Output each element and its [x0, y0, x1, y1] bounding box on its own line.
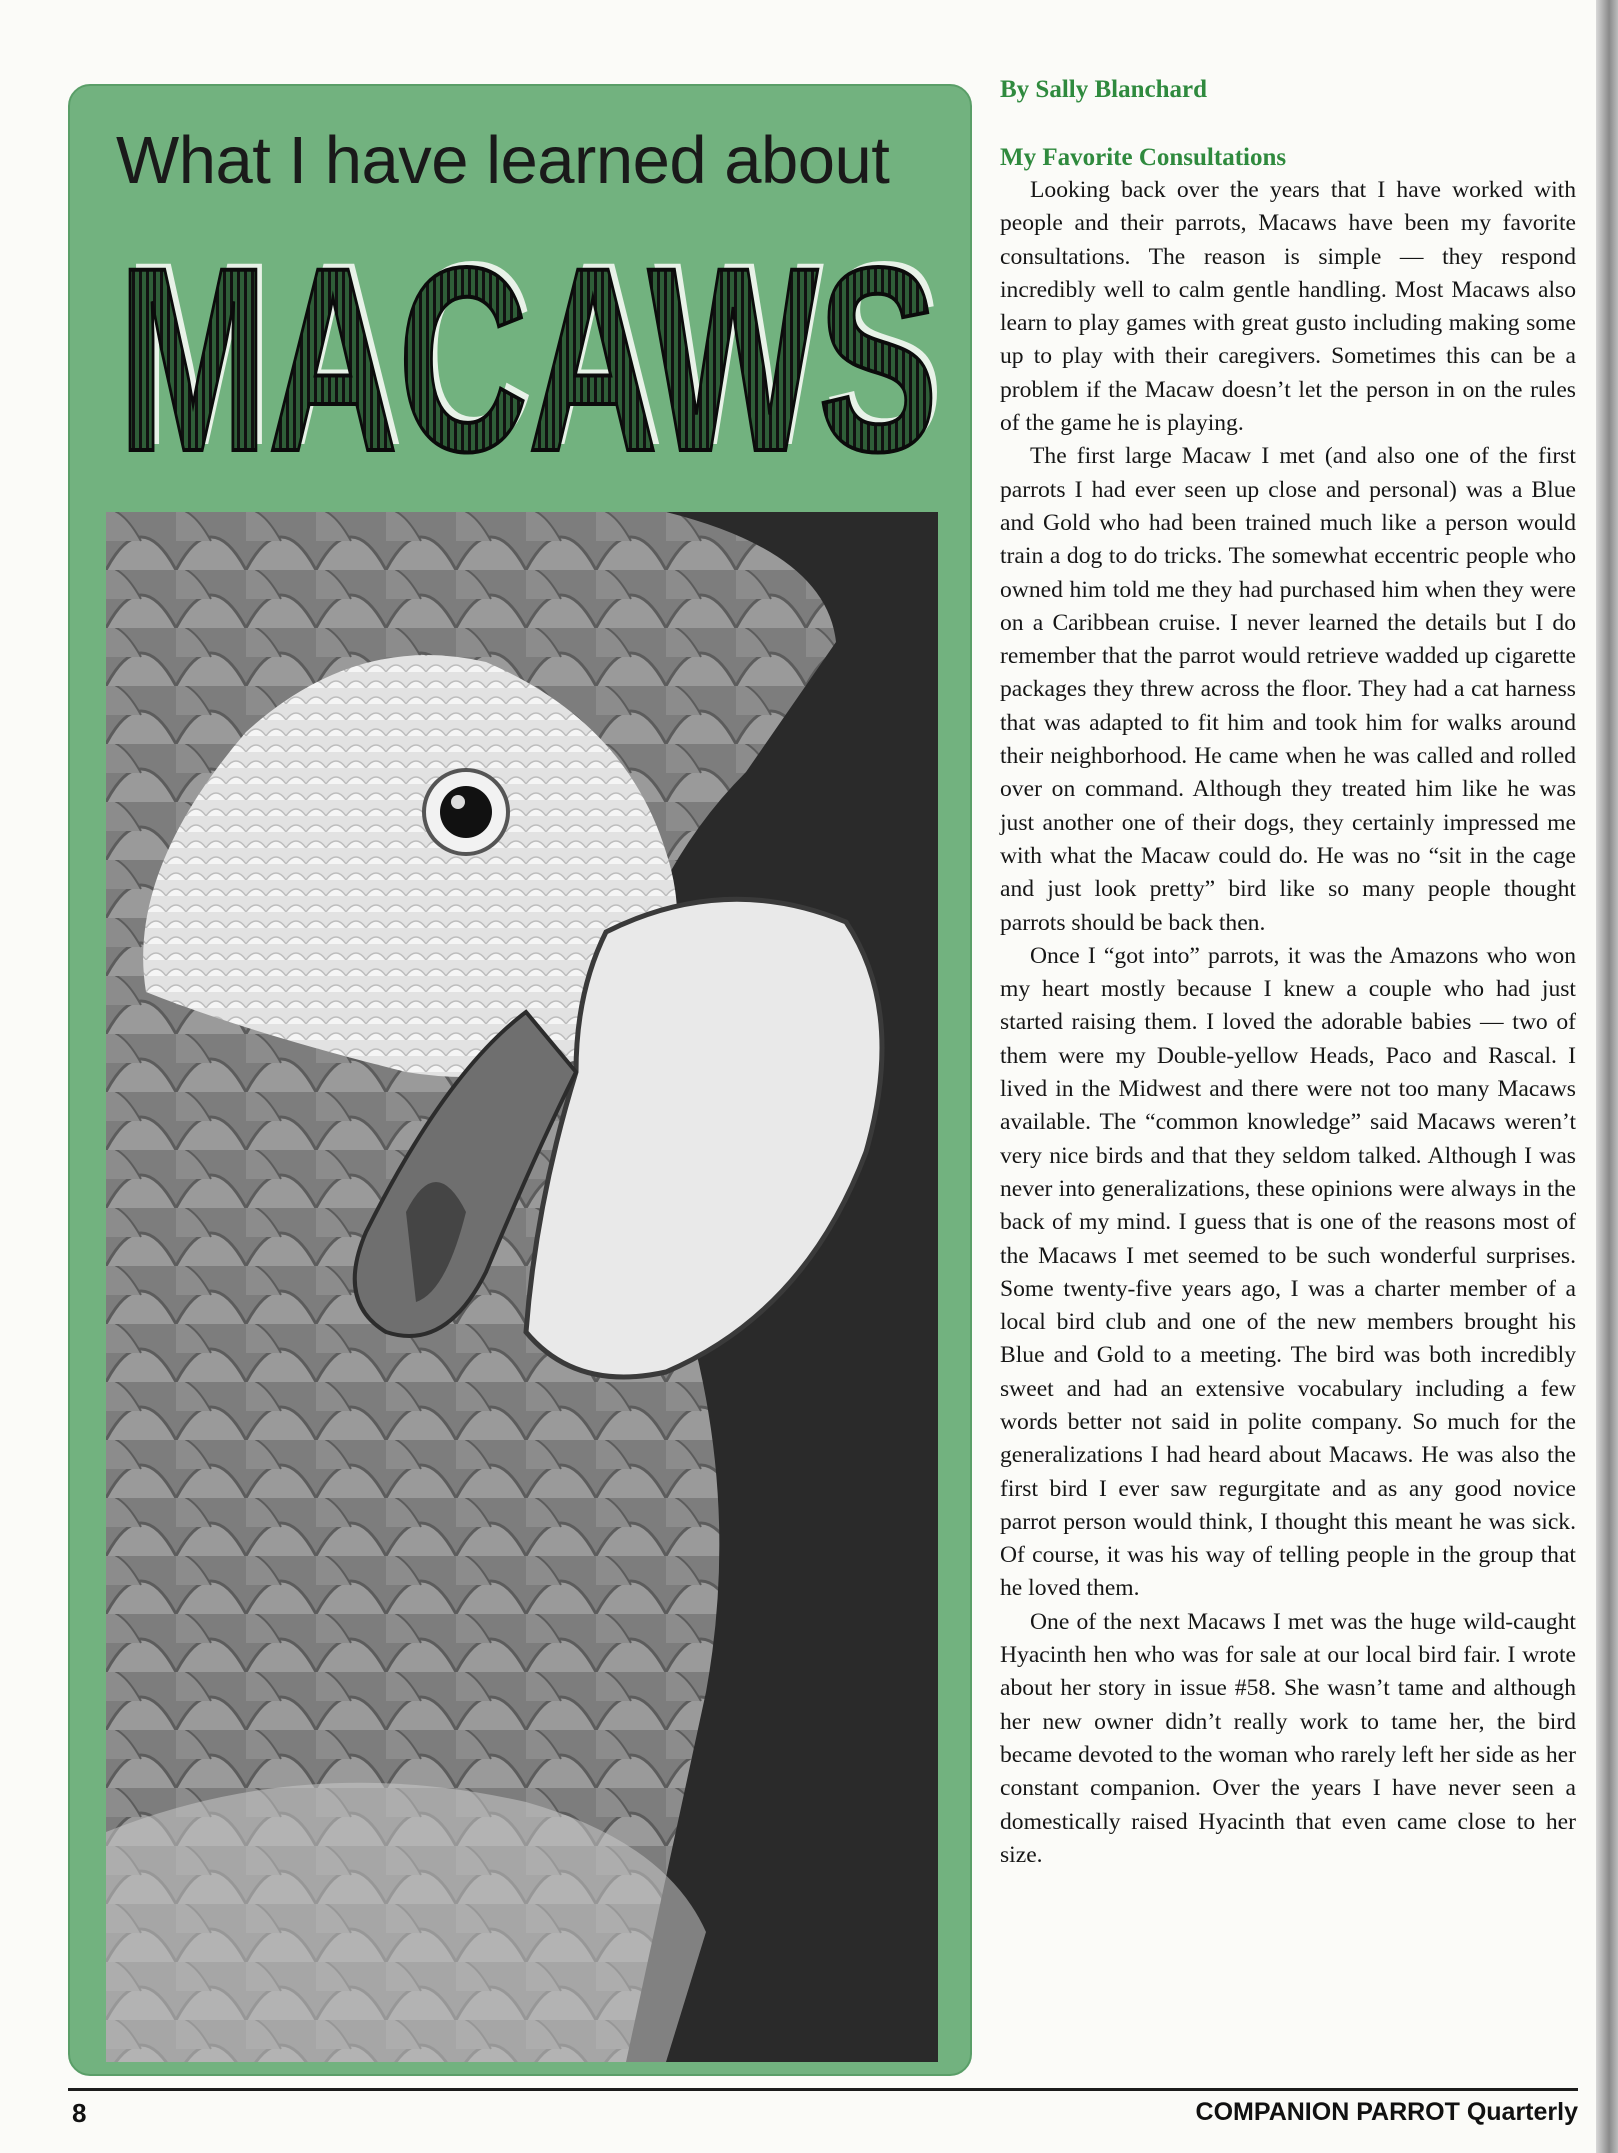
macaw-illustration [106, 512, 938, 2062]
byline: By Sally Blanchard [1000, 76, 1207, 103]
article-paragraph: Once I “got into” parrots, it was the Amazons who won my heart mostly because I knew a couple who had just started raising them. I loved the adorable babies — two of them were my Double-yellow Heads, Paco and Rascal. I lived in the Midwest and there were not too many Macaws available. The “common knowledge” said Macaws weren’t very nice birds and that they seldom talked. Although I was never into generalizations, these opinions were always in the back of my mind. I guess that is one of the reasons most of the Macaws I met seemed to be such wonderful surprises. Some twenty-five years ago, I was a charter member of a local bird club and one of the new members brought his Blue and Gold to a meeting. The bird was both incredibly sweet and had an extensive vocabulary including a few words better not said in polite company. So much for the generalizations I had heard about Macaws. He was also the first bird I ever saw regurgitate and as any good novice parrot person would think, I thought this meant he was sick. Of course, it was his way of telling people in the group that he loved them. [1000, 942, 1576, 1602]
article-body [1000, 174, 1576, 1872]
article-paragraph: The first large Macaw I met (and also one of the first parrots I had ever seen up close and personal) was a Blue and Gold who had been trained much like a person would train a dog to do tricks. The somewhat eccentric people who owned him told me they had purchased him when they were on a Caribbean cruise. I never learned the details but I do remember that the parrot would retrieve wadded up cigarette packages they threw across the floor. They had a cat harness that was adapted to fit him and took him for walks around their neighborhood. He came when he was called and rolled over on command. Although they treated him like he was just another one of their dogs, they certainly impressed me with what the Macaw could do. He was no “sit in the cage and just look pretty” bird like so many people thought parrots should be back then. [1000, 443, 1576, 936]
macaw-portrait-photo [106, 512, 938, 2062]
section-heading: My Favorite Consultations [1000, 144, 1287, 171]
footer-rule [68, 2088, 1578, 2091]
article-paragraph: Looking back over the years that I have worked with people and their parrots, Macaws have been my favorite consultations. The reason is simple — they respond incredibly well to calm gentle handling. Most Macaws also learn to play games with great gusto including making some up to play with their caregivers. Sometimes this can be a problem if the Macaw doesn’t let the person in on the rules of the game he is playing. [1000, 177, 1576, 437]
headline: What I have learned about [116, 123, 890, 198]
macaws-word: MACAWS [118, 228, 938, 478]
page-edge-shadow [1596, 0, 1618, 2153]
eye-pupil [440, 786, 492, 838]
article-paragraph: One of the next Macaws I met was the huge wild-caught Hyacinth hen who was for sale at our local bird fair. I wrote about her story in issue #58. She wasn’t tame and although her new owner didn’t really work to tame her, the bird became devoted to the woman who rarely left her side as her constant companion. Over the years I have never seen a domestically raised Hyacinth that even came close to her size. [1000, 1608, 1576, 1868]
page-number: 8 [72, 2098, 87, 2128]
publication-title: COMPANION PARROT Quarterly [1195, 2098, 1578, 2126]
macaws-title-graphic [104, 228, 944, 478]
macaws-word-shadow: MACAWS [124, 228, 944, 478]
eye-highlight [451, 795, 465, 809]
